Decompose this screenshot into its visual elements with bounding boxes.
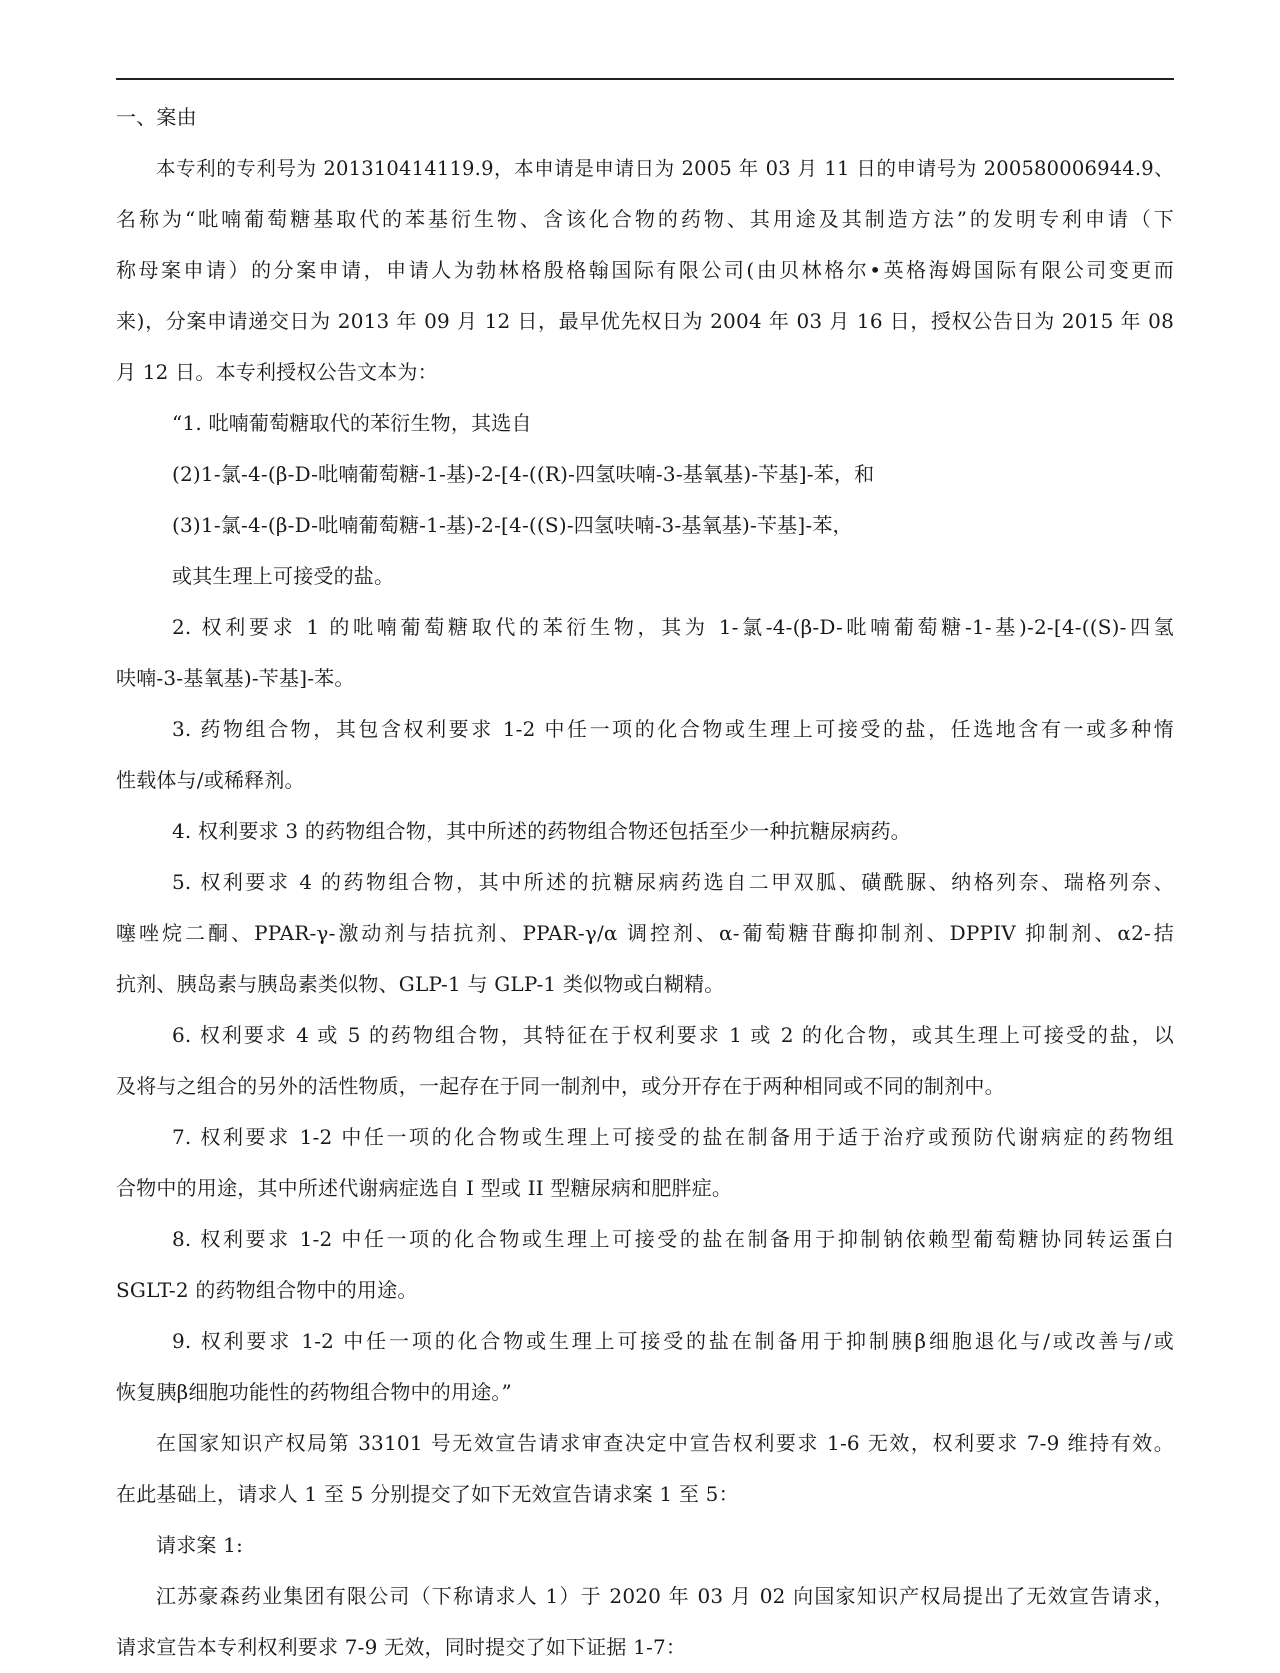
- header-rule: [116, 78, 1174, 80]
- section-heading: 一、案由: [116, 105, 197, 129]
- claim-line: 合物中的用途，其中所述代谢病症选自 I 型或 II 型糖尿病和肥胖症。: [116, 1176, 733, 1200]
- claim-line: 或其生理上可接受的盐。: [172, 564, 395, 588]
- claim-line: (2)1-氯-4-(β-D-吡喃葡萄糖-1-基)-2-[4-((R)-四氢呋喃-3-基氧基)-苄基]-苯，和: [172, 462, 875, 486]
- document-body: [116, 92, 1174, 1673]
- claim-line: 呋喃-3-基氧基)-苄基]-苯。: [116, 666, 355, 690]
- claim-line: 8. 权利要求 1-2 中任一项的化合物或生理上可接受的盐在制备用于抑制钠依赖型葡萄糖协同转运蛋白: [172, 1227, 1174, 1251]
- claim-line: 及将与之组合的另外的活性物质，一起存在于同一制剂中，或分开存在于两种相同或不同的制剂中。: [116, 1074, 1005, 1098]
- claim-line: 3. 药物组合物，其包含权利要求 1-2 中任一项的化合物或生理上可接受的盐，任选地含有一或多种惰: [172, 717, 1174, 741]
- text-line: 称母案申请）的分案申请，申请人为勃林格殷格翰国际有限公司(由贝林格尔•英格海姆国际有限公司变更而: [116, 258, 1174, 282]
- claim-line: SGLT-2 的药物组合物中的用途。: [116, 1278, 418, 1302]
- claim-line: 9. 权利要求 1-2 中任一项的化合物或生理上可接受的盐在制备用于抑制胰β细胞退化与/或改善与/或: [172, 1329, 1174, 1353]
- claim-line: 6. 权利要求 4 或 5 的药物组合物，其特征在于权利要求 1 或 2 的化合物，或其生理上可接受的盐，以: [172, 1023, 1174, 1047]
- claim-line: (3)1-氯-4-(β-D-吡喃葡萄糖-1-基)-2-[4-((S)-四氢呋喃-3-基氧基)-苄基]-苯，: [172, 513, 853, 537]
- text-line: 月 12 日。本专利授权公告文本为：: [116, 360, 438, 384]
- claim-line: “1. 吡喃葡萄糖取代的苯衍生物，其选自: [172, 411, 532, 435]
- claim-line: 2. 权利要求 1 的吡喃葡萄糖取代的苯衍生物，其为 1-氯-4-(β-D-吡喃葡萄糖-1-基)-2-[4-((S)-四氢: [172, 615, 1174, 639]
- claim-line: 噻唑烷二酮、PPAR-γ-激动剂与拮抗剂、PPAR-γ/α 调控剂、α-葡萄糖苷酶抑制剂、DPPIV 抑制剂、α2-拮: [116, 921, 1174, 945]
- text-line: 请求宣告本专利权利要求 7-9 无效，同时提交了如下证据 1-7：: [116, 1635, 687, 1659]
- text-line: 江苏豪森药业集团有限公司（下称请求人 1）于 2020 年 03 月 02 向国家知识产权局提出了无效宣告请求，: [156, 1584, 1174, 1608]
- subheading: 请求案 1:: [156, 1533, 244, 1557]
- text-line: 名称为“吡喃葡萄糖基取代的苯基衍生物、含该化合物的药物、其用途及其制造方法”的发明专利申请（下: [116, 207, 1174, 231]
- claim-line: 性载体与/或稀释剂。: [116, 768, 305, 792]
- claim-line: 4. 权利要求 3 的药物组合物，其中所述的药物组合物还包括至少一种抗糖尿病药。: [172, 819, 911, 843]
- claim-line: 恢复胰β细胞功能性的药物组合物中的用途。”: [116, 1380, 512, 1404]
- text-line: 来)，分案申请递交日为 2013 年 09 月 12 日，最早优先权日为 2004 年 03 月 16 日，授权公告日为 2015 年 08: [116, 309, 1174, 333]
- text-line: 在国家知识产权局第 33101 号无效宣告请求审查决定中宣告权利要求 1-6 无效，权利要求 7-9 维持有效。: [156, 1431, 1174, 1455]
- claim-line: 7. 权利要求 1-2 中任一项的化合物或生理上可接受的盐在制备用于适于治疗或预防代谢病症的药物组: [172, 1125, 1174, 1149]
- claim-line: 抗剂、胰岛素与胰岛素类似物、GLP-1 与 GLP-1 类似物或白糊精。: [116, 972, 725, 996]
- claim-line: 5. 权利要求 4 的药物组合物，其中所述的抗糖尿病药选自二甲双胍、磺酰脲、纳格列奈、瑞格列奈、: [172, 870, 1174, 894]
- text-line: 在此基础上，请求人 1 至 5 分别提交了如下无效宣告请求案 1 至 5：: [116, 1482, 739, 1506]
- text-line: 本专利的专利号为 201310414119.9，本申请是申请日为 2005 年 03 月 11 日的申请号为 200580006944.9、: [156, 157, 1174, 180]
